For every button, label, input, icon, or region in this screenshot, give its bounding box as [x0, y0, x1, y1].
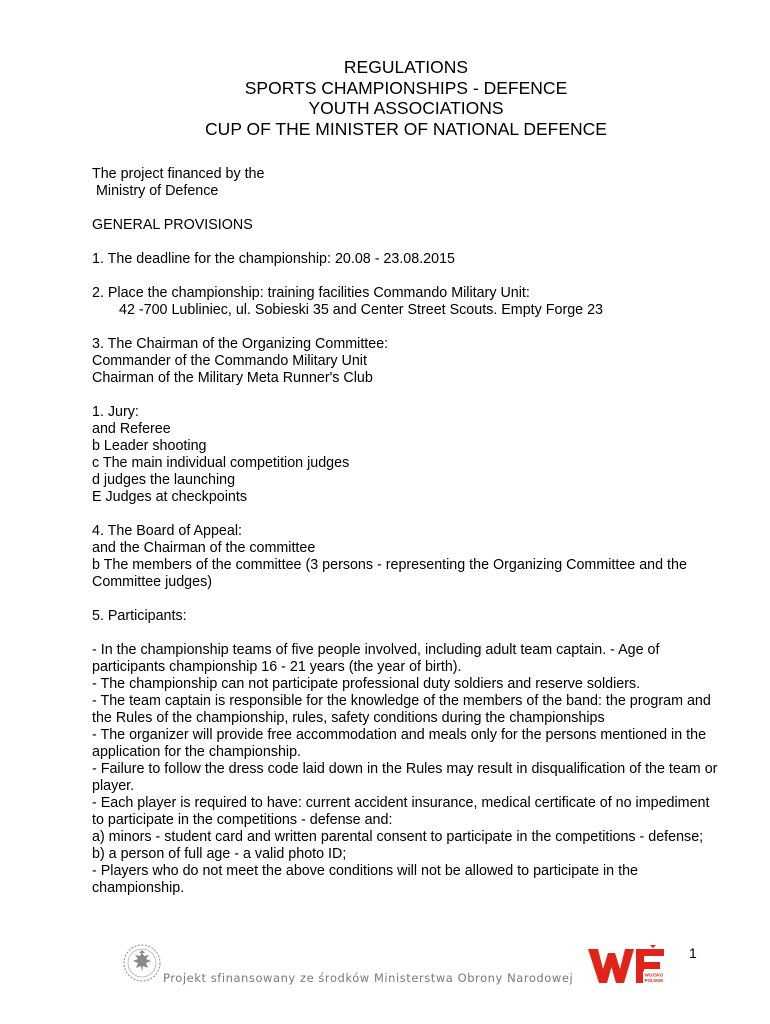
title-line: CUP OF THE MINISTER OF NATIONAL DEFENCE	[205, 118, 607, 139]
jury-item: and Referee	[92, 421, 171, 437]
intro-line: The project financed by the	[92, 166, 265, 182]
participant-rule: - Each player is required to have: current accident insurance, medical certificate of no impediment to participate in the competitions - defense and:	[92, 795, 710, 828]
participant-rule: - The team captain is responsible for the knowledge of the members of the band: the program and the Rules of the championship, rules, safety conditions during the championships	[92, 693, 711, 726]
participant-rule: - Failure to follow the dress code laid down in the Rules may result in disqualification of the team or player.	[92, 761, 718, 794]
jury-heading: 1. Jury:	[92, 404, 139, 420]
logo-text-line-2: POLSKIE	[644, 978, 664, 983]
jury-item: b Leader shooting	[92, 438, 207, 454]
chairman-line: Chairman of the Military Meta Runner's Club	[92, 370, 373, 386]
participant-rule: - Players who do not meet the above conditions will not be allowed to participate in the championship.	[92, 863, 638, 896]
title-line: REGULATIONS	[343, 57, 469, 77]
section-heading: GENERAL PROVISIONS	[92, 217, 253, 233]
wojsko-polskie-logo	[586, 943, 666, 987]
eagle-emblem-icon	[122, 943, 162, 983]
participant-rule: - In the championship teams of five people involved, including adult team captain. - Age of participants championship 16 - 21 years (the year of birth).	[92, 642, 660, 675]
participant-rule: - The organizer will provide free accommodation and meals only for the persons mentioned in the application for the championship.	[92, 727, 707, 760]
logo-text-line-1: WOJSKO	[644, 972, 664, 978]
appeal-item: and the Chairman of the committee	[92, 540, 316, 556]
participants-heading: 5. Participants:	[92, 608, 187, 624]
jury-item: E Judges at checkpoints	[92, 489, 247, 505]
participant-rule: b) a person of full age - a valid photo ID;	[92, 846, 347, 862]
title-line: YOUTH ASSOCIATIONS	[308, 98, 504, 118]
footer-text: Projekt sfinansowany ze środków Ministerstwa Obrony Narodowej	[163, 971, 574, 985]
page-number: 1	[689, 945, 697, 961]
participant-rule: a) minors - student card and written parental consent to participate in the competitions - defense;	[92, 829, 704, 845]
chairman-line: Commander of the Commando Military Unit	[92, 353, 367, 369]
document-title	[0, 57, 770, 139]
deadline-item: 1. The deadline for the championship: 20.08 - 23.08.2015	[92, 251, 455, 267]
intro-line: Ministry of Defence	[96, 183, 219, 199]
participant-rule: - The championship can not participate professional duty soldiers and reserve soldiers.	[92, 676, 641, 692]
appeal-heading: 4. The Board of Appeal:	[92, 523, 242, 539]
jury-item: c The main individual competition judges	[92, 455, 350, 471]
appeal-item: b The members of the committee (3 persons - representing the Organizing Committee and the Committee judges)	[92, 557, 687, 590]
address-line: 42 -700 Lubliniec, ul. Sobieski 35 and Center Street Scouts. Empty Forge 23	[119, 302, 603, 318]
chairman-heading: 3. The Chairman of the Organizing Committee:	[92, 336, 389, 352]
title-line: SPORTS CHAMPIONSHIPS - DEFENCE	[244, 77, 568, 98]
jury-item: d judges the launching	[92, 472, 236, 488]
document-body	[92, 166, 722, 897]
place-item: 2. Place the championship: training facilities Commando Military Unit:	[92, 285, 530, 301]
